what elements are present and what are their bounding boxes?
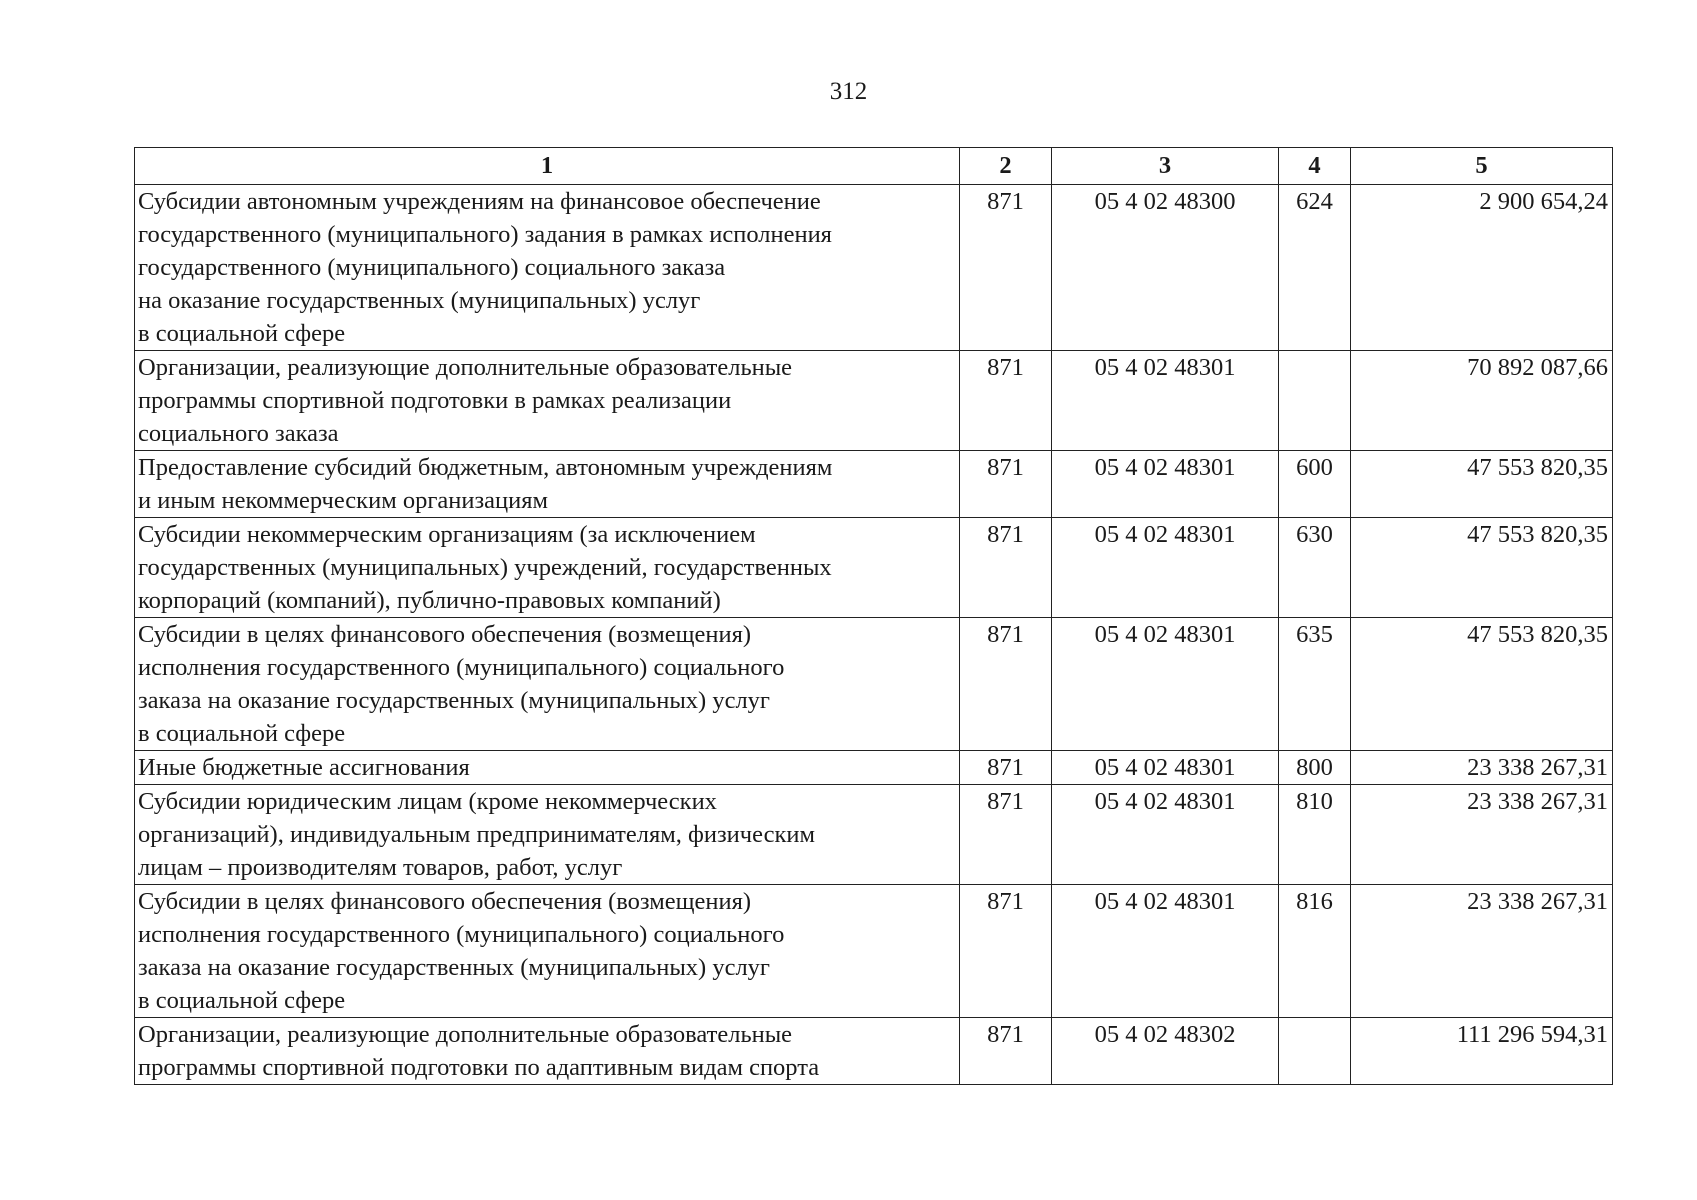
row-amount-cell: 23 338 267,31 <box>1351 885 1613 1018</box>
table-row <box>135 751 1613 785</box>
table-row <box>135 785 1613 885</box>
row-code-cell: 871 <box>960 1018 1052 1085</box>
page-number: 312 <box>829 78 868 105</box>
row-type-cell: 635 <box>1279 618 1351 751</box>
table-row <box>135 185 1613 351</box>
row-name-cell: Субсидии в целях финансового обеспечения (возмещения) исполнения государственного (муниципального) социального заказа на оказание государственных (муниципальных) услуг в социальной сфере <box>135 885 960 1018</box>
row-name-cell: Субсидии в целях финансового обеспечения (возмещения) исполнения государственного (муниципального) социального заказа на оказание государственных (муниципальных) услуг в социальной сфере <box>135 618 960 751</box>
table-row <box>135 518 1613 618</box>
header-cell-3: 3 <box>1052 148 1279 185</box>
row-name-cell: Иные бюджетные ассигнования <box>135 751 960 785</box>
row-name-cell: Организации, реализующие дополнительные образовательные программы спортивной подготовки по адаптивным видам спорта <box>135 1018 960 1085</box>
row-article-cell: 05 4 02 48301 <box>1052 518 1279 618</box>
row-amount-cell: 111 296 594,31 <box>1351 1018 1613 1085</box>
row-name-cell: Субсидии некоммерческим организациям (за исключением государственных (муниципальных) учреждений, государственных корпораций (компаний), публично-правовых компаний) <box>135 518 960 618</box>
row-code-cell: 871 <box>960 785 1052 885</box>
row-code-cell: 871 <box>960 451 1052 518</box>
row-code-cell: 871 <box>960 618 1052 751</box>
row-article-cell: 05 4 02 48301 <box>1052 785 1279 885</box>
row-amount-cell: 2 900 654,24 <box>1351 185 1613 351</box>
row-article-cell: 05 4 02 48302 <box>1052 1018 1279 1085</box>
row-type-cell: 630 <box>1279 518 1351 618</box>
row-type-cell: 600 <box>1279 451 1351 518</box>
table-row <box>135 885 1613 1018</box>
row-article-cell: 05 4 02 48301 <box>1052 751 1279 785</box>
header-cell-1: 1 <box>135 148 960 185</box>
row-article-cell: 05 4 02 48301 <box>1052 618 1279 751</box>
row-amount-cell: 70 892 087,66 <box>1351 351 1613 451</box>
row-name-cell: Субсидии автономным учреждениям на финансовое обеспечение государственного (муниципального) задания в рамках исполнения государственного (муниципального) социального заказа на оказание государственных (муниципальных) услуг в социальной сфере <box>135 185 960 351</box>
row-name-cell: Предоставление субсидий бюджетным, автономным учреждениям и иным некоммерческим организациям <box>135 451 960 518</box>
budget-table <box>134 147 1613 1085</box>
row-amount-cell: 23 338 267,31 <box>1351 785 1613 885</box>
row-name-cell: Организации, реализующие дополнительные образовательные программы спортивной подготовки в рамках реализации социального заказа <box>135 351 960 451</box>
table-row <box>135 351 1613 451</box>
row-article-cell: 05 4 02 48300 <box>1052 185 1279 351</box>
row-type-cell: 816 <box>1279 885 1351 1018</box>
table-row <box>135 618 1613 751</box>
table-row <box>135 451 1613 518</box>
row-type-cell: 624 <box>1279 185 1351 351</box>
row-amount-cell: 47 553 820,35 <box>1351 618 1613 751</box>
table-row <box>135 1018 1613 1085</box>
row-amount-cell: 47 553 820,35 <box>1351 518 1613 618</box>
row-type-cell: 800 <box>1279 751 1351 785</box>
row-code-cell: 871 <box>960 885 1052 1018</box>
row-article-cell: 05 4 02 48301 <box>1052 351 1279 451</box>
row-amount-cell: 47 553 820,35 <box>1351 451 1613 518</box>
row-article-cell: 05 4 02 48301 <box>1052 885 1279 1018</box>
row-amount-cell: 23 338 267,31 <box>1351 751 1613 785</box>
row-type-cell <box>1279 1018 1351 1085</box>
table-header-row <box>135 148 1613 185</box>
row-type-cell <box>1279 351 1351 451</box>
row-code-cell: 871 <box>960 518 1052 618</box>
header-cell-2: 2 <box>960 148 1052 185</box>
header-cell-5: 5 <box>1351 148 1613 185</box>
row-code-cell: 871 <box>960 185 1052 351</box>
row-code-cell: 871 <box>960 751 1052 785</box>
row-name-cell: Субсидии юридическим лицам (кроме некоммерческих организаций), индивидуальным предпринимателям, физическим лицам – производителям товаров, работ, услуг <box>135 785 960 885</box>
row-article-cell: 05 4 02 48301 <box>1052 451 1279 518</box>
row-type-cell: 810 <box>1279 785 1351 885</box>
header-cell-4: 4 <box>1279 148 1351 185</box>
row-code-cell: 871 <box>960 351 1052 451</box>
